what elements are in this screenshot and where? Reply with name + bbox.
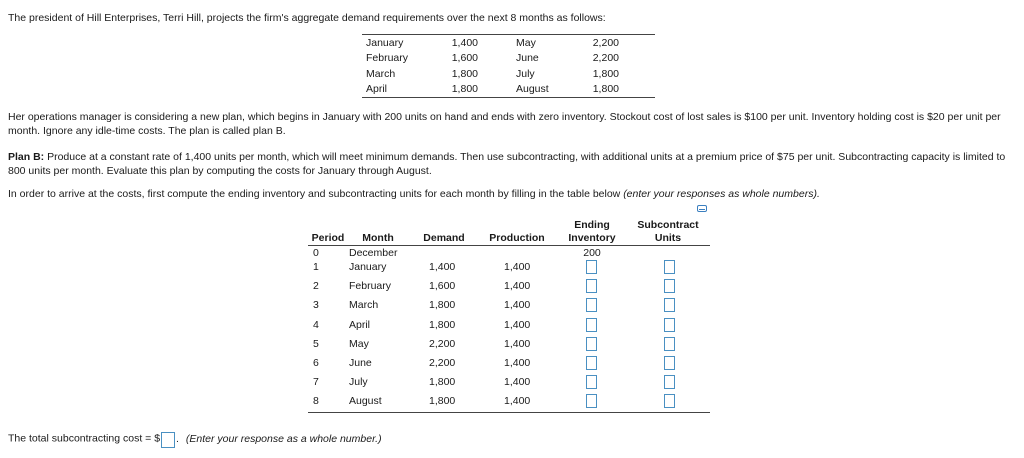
row-demand: 1,800 <box>429 376 456 388</box>
row-period: 1 <box>313 261 319 273</box>
demand-month-right: June <box>516 52 539 64</box>
row-period: 4 <box>313 319 319 331</box>
ending-inventory-input[interactable] <box>586 298 597 312</box>
row-period: 0 <box>313 247 319 259</box>
total-label: The total subcontracting cost = $ <box>8 432 161 445</box>
row-production: 1,400 <box>504 395 531 407</box>
demand-value-left: 1,800 <box>451 83 478 95</box>
row-period: 7 <box>313 376 319 388</box>
header-subcontract-line1: Subcontract <box>637 219 699 231</box>
row-demand: 1,400 <box>429 261 456 273</box>
instruction-text: In order to arrive at the costs, first compute the ending inventory and subcontracting units for each month by filling in the table below <box>8 188 624 200</box>
table-bottom-rule <box>308 412 710 413</box>
row-month: February <box>349 280 392 292</box>
demand-table-top-rule <box>362 34 655 35</box>
row-period: 5 <box>313 338 319 350</box>
demand-month-right: July <box>516 68 535 80</box>
row-production: 1,400 <box>504 376 531 388</box>
demand-value-right: 1,800 <box>592 68 619 80</box>
row-month: April <box>349 319 371 331</box>
demand-month-right: May <box>516 37 536 49</box>
subcontract-units-input[interactable] <box>664 394 675 408</box>
header-ending-line1: Ending <box>574 219 610 231</box>
demand-value-right: 2,200 <box>592 37 619 49</box>
demand-table-bottom-rule <box>362 97 655 98</box>
demand-month-left: February <box>366 52 409 64</box>
demand-value-left: 1,600 <box>451 52 478 64</box>
row-demand: 1,800 <box>429 299 456 311</box>
header-subcontract-line2: Units <box>654 232 682 244</box>
total-subcontracting-line <box>8 429 382 446</box>
total-cost-input[interactable] <box>161 432 175 448</box>
demand-value-right: 1,800 <box>592 83 619 95</box>
demand-value-left: 1,800 <box>451 68 478 80</box>
row-month: August <box>349 395 382 407</box>
row-period: 2 <box>313 280 319 292</box>
plan-b-paragraph <box>8 150 1008 178</box>
row-production: 1,400 <box>504 319 531 331</box>
ending-inventory-input[interactable] <box>586 318 597 332</box>
plan-b-label: Plan B: <box>8 151 45 163</box>
row-month: January <box>349 261 387 273</box>
row-production: 1,400 <box>504 261 531 273</box>
plan-b-text: Produce at a constant rate of 1,400 units per month, which will meet minimum demands. Then use subcontracting, with additional units at a premium price of $75 per unit. Subcontracting capacity is limited to 800 units per month. Evaluate this plan by computing the costs for January through August. <box>8 151 1006 177</box>
subcontract-units-input[interactable] <box>664 318 675 332</box>
row-month: March <box>349 299 379 311</box>
header-demand: Demand <box>423 232 465 244</box>
demand-value-right: 2,200 <box>592 52 619 64</box>
ending-inventory-input[interactable] <box>586 375 597 389</box>
ending-inventory-input[interactable] <box>586 356 597 370</box>
plan-description: Her operations manager is considering a new plan, which begins in January with 200 units on hand and ends with zero inventory. Stockout cost of lost sales is $100 per unit. Inventory holding cost is $20 per unit per month. Ignore any idle-time costs. The plan is called plan B. <box>8 111 1001 137</box>
row-month: May <box>349 338 369 350</box>
table-select-icon[interactable] <box>697 205 707 212</box>
demand-value-left: 1,400 <box>451 37 478 49</box>
row-demand: 1,600 <box>429 280 456 292</box>
intro-text: The president of Hill Enterprises, Terri Hill, projects the firm's aggregate demand requirements over the next 8 months as follows: <box>8 12 606 24</box>
row-demand: 1,800 <box>429 319 456 331</box>
row-period: 6 <box>313 357 319 369</box>
demand-month-right: August <box>516 83 549 95</box>
row-production: 1,400 <box>504 357 531 369</box>
subcontract-units-input[interactable] <box>664 298 675 312</box>
total-period: . <box>176 432 179 445</box>
row-production: 1,400 <box>504 299 531 311</box>
row-demand: 2,200 <box>429 357 456 369</box>
header-period: Period <box>311 232 345 244</box>
demand-month-left: April <box>366 83 388 95</box>
ending-inventory-input[interactable] <box>586 394 597 408</box>
instruction <box>8 188 820 200</box>
row-production: 1,400 <box>504 280 531 292</box>
row-demand: 1,800 <box>429 395 456 407</box>
ending-inventory-input[interactable] <box>586 279 597 293</box>
row-period: 3 <box>313 299 319 311</box>
row-period: 8 <box>313 395 319 407</box>
header-month: Month <box>362 232 394 244</box>
subcontract-units-input[interactable] <box>664 260 675 274</box>
subcontract-units-input[interactable] <box>664 337 675 351</box>
row-demand: 2,200 <box>429 338 456 350</box>
demand-month-left: March <box>366 68 396 80</box>
subcontract-units-input[interactable] <box>664 375 675 389</box>
row-month: July <box>349 376 368 388</box>
row-month: December <box>349 247 398 259</box>
subcontract-units-input[interactable] <box>664 279 675 293</box>
header-ending-line2: Inventory <box>568 232 616 244</box>
ending-inventory-input[interactable] <box>586 337 597 351</box>
subcontract-units-input[interactable] <box>664 356 675 370</box>
header-production: Production <box>489 232 545 244</box>
ending-inventory-input[interactable] <box>586 260 597 274</box>
row-month: June <box>349 357 372 369</box>
row-ending-inventory: 200 <box>583 247 601 259</box>
instruction-italic: (enter your responses as whole numbers). <box>623 188 820 200</box>
total-hint: (Enter your response as a whole number.) <box>185 432 382 445</box>
demand-month-left: January <box>366 37 404 49</box>
row-production: 1,400 <box>504 338 531 350</box>
